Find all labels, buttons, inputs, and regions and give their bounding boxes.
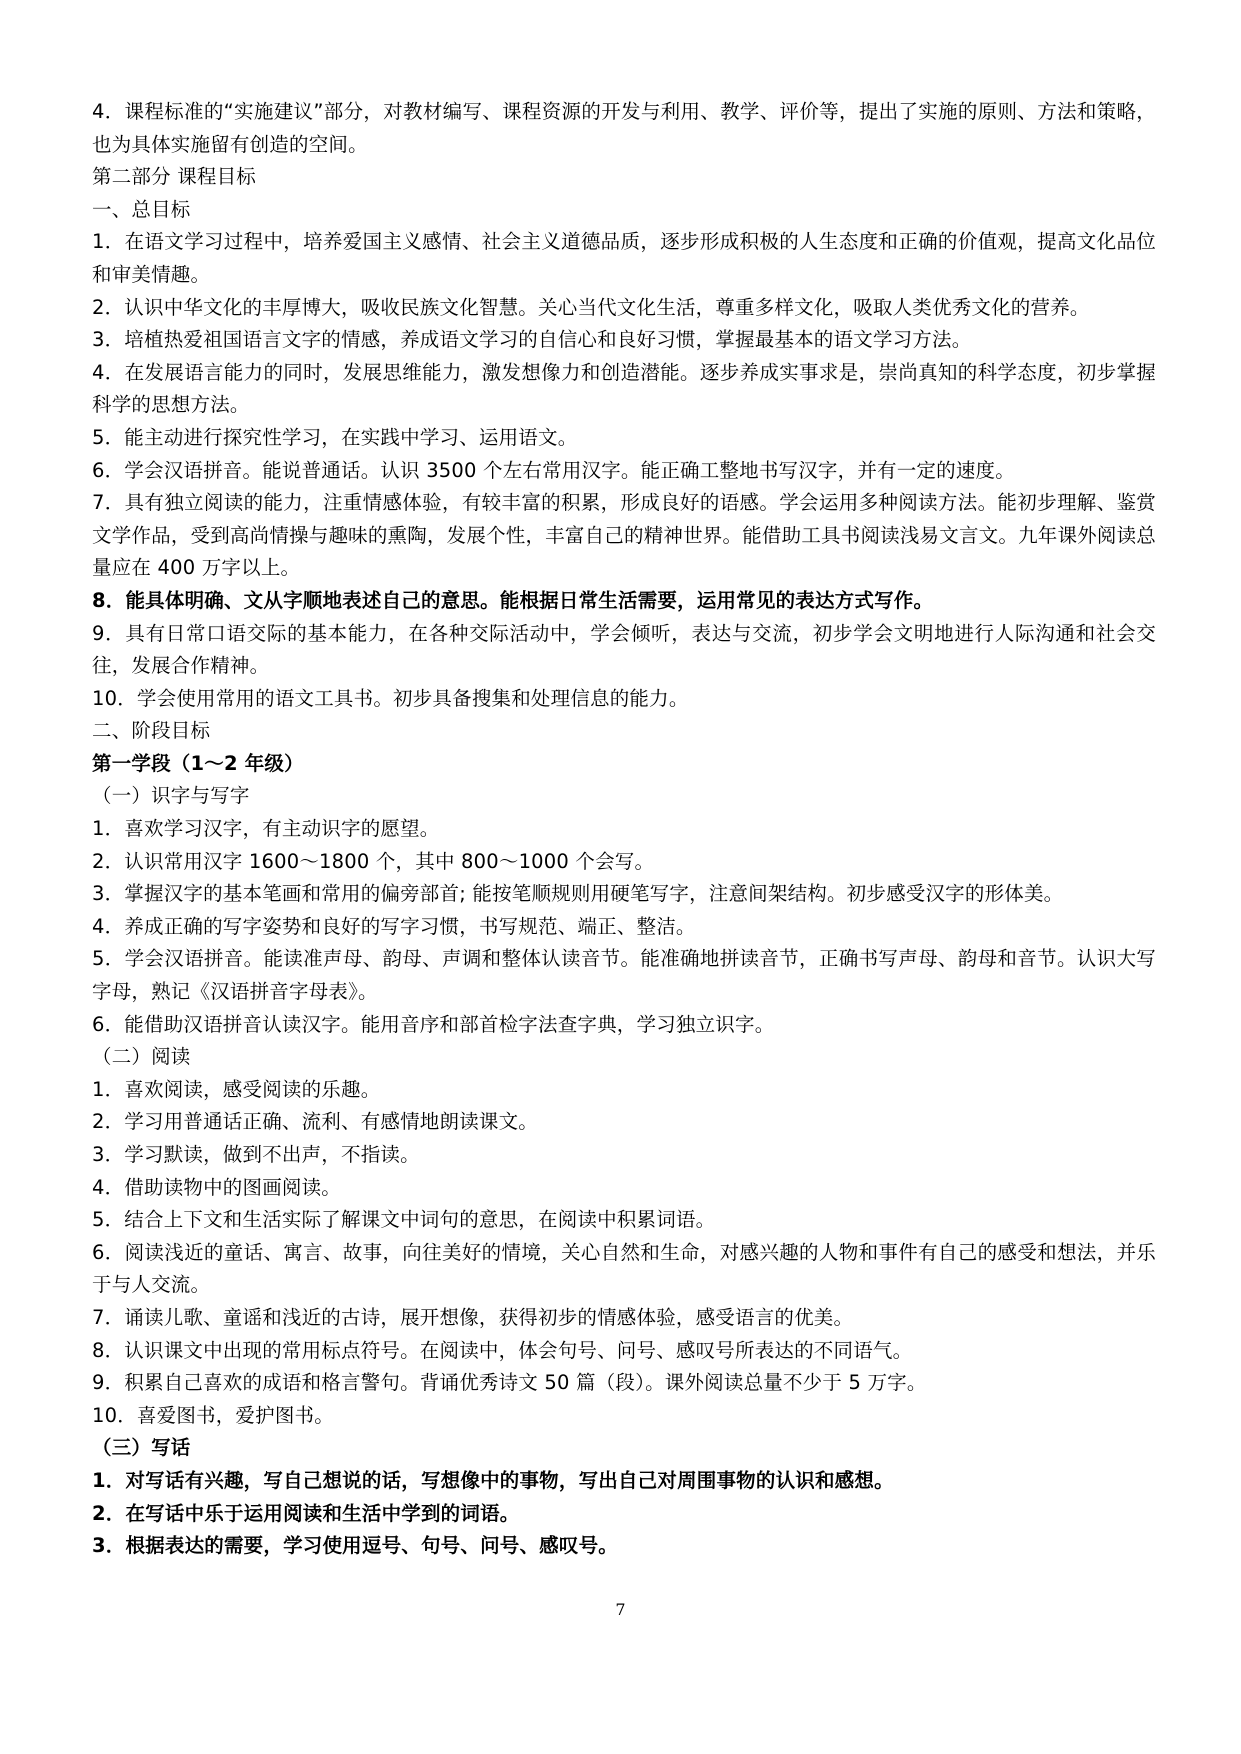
list-item: 8．认识课文中出现的常用标点符号。在阅读中，体会句号、问号、感叹号所表达的不同语气。 [92,1338,913,1362]
list-item: 6．能借助汉语拼音认读汉字。能用音序和部首检字法查字典，学习独立识字。 [92,1012,775,1036]
list-item: 4．养成正确的写字姿势和良好的写字习惯，书写规范、端正、整洁。 [92,914,696,938]
list-item: 10．喜爱图书，爱护图书。 [92,1403,334,1427]
list-item: 2．认识常用汉字 1600～1800 个，其中 800～1000 个会写。 [92,849,655,873]
list-item-bold: 8．能具体明确、文从字顺地表述自己的意思。能根据日常生活需要，运用常见的表达方式写作。 [92,588,934,612]
list-item: 5．结合上下文和生活实际了解课文中词句的意思，在阅读中积累词语。 [92,1208,716,1232]
list-item: 1．在语文学习过程中，培养爱国主义感情、社会主义道德品质，逐步形成积极的人生态度和正确的价值观，提高文化品位和审美情趣。 [92,230,1156,286]
list-item: 4．在发展语言能力的同时，发展思维能力，激发想像力和创造潜能。逐步养成实事求是，崇尚真知的科学态度，初步掌握科学的思想方法。 [92,360,1156,417]
list-item: 5．能主动进行探究性学习，在实践中学习、运用语文。 [92,425,578,449]
list-item: 10．学会使用常用的语文工具书。初步具备搜集和处理信息的能力。 [92,686,689,710]
subsection-heading: （一）识字与写字 [92,784,250,808]
list-item: 3．学习默读，做到不出声，不指读。 [92,1143,420,1166]
list-item: 6．学会汉语拼音。能说普通话。认识 3500 个左右常用汉字。能正确工整地书写汉字，并有一定的速度。 [92,458,1015,482]
list-item: 3．培植热爱祖国语言文字的情感，养成语文学习的自信心和良好习惯，掌握最基本的语文学习方法。 [92,328,972,352]
part-heading: 第二部分 课程目标 [92,165,256,189]
list-item-bold: 1．对写话有兴趣，写自己想说的话，写想像中的事物，写出自己对周围事物的认识和感想。 [92,1468,894,1492]
list-item: 1．喜欢学习汉字，有主动识字的愿望。 [92,817,440,841]
list-item-bold: 2．在写话中乐于运用阅读和生活中学到的词语。 [92,1501,520,1525]
page-number: 7 [615,1600,626,1619]
paragraph: 4．课程标准的“实施建议”部分，对教材编写、课程资源的开发与利用、教学、评价等，提出了实施的原则、方法和策略，也为具体实施留有创造的空间。 [92,100,1156,156]
list-item: 9．积累自己喜欢的成语和格言警句。背诵优秀诗文 50 篇（段）。课外阅读总量不少于 5 万字。 [92,1371,927,1395]
list-item: 4．借助读物中的图画阅读。 [92,1175,342,1199]
list-item: 3．掌握汉字的基本笔画和常用的偏旁部首; 能按笔顺规则用硬笔写字，注意间架结构。初步感受汉字的形体美。 [92,882,1064,906]
list-item-bold: 3．根据表达的需要，学习使用逗号、句号、问号、感叹号。 [92,1534,618,1558]
stage-heading: 第一学段（1～2 年级） [92,751,304,775]
list-item: 2．学习用普通话正确、流利、有感情地朗读课文。 [92,1110,539,1134]
section-heading: 二、阶段目标 [92,719,211,743]
list-item: 7．具有独立阅读的能力，注重情感体验，有较丰富的积累，形成良好的语感。学会运用多种阅读方法。能初步理解、鉴赏文学作品，受到高尚情操与趣味的熏陶，发展个性，丰富自己的精神世界。能借助工具书阅读浅易文言文。九年课外阅读总量应在 400 万字以上。 [92,491,1156,580]
subsection-heading-bold: （三）写话 [92,1436,191,1460]
list-item: 5．学会汉语拼音。能读准声母、韵母、声调和整体认读音节。能准确地拼读音节，正确书写声母、韵母和音节。认识大写字母，熟记《汉语拼音字母表》。 [92,947,1156,1004]
list-item: 2．认识中华文化的丰厚博大，吸收民族文化智慧。关心当代文化生活，尊重多样文化，吸取人类优秀文化的营养。 [92,295,1090,319]
document-body [92,96,1156,1563]
list-item: 7．诵读儿歌、童谣和浅近的古诗，展开想像，获得初步的情感体验，感受语言的优美。 [92,1305,854,1329]
section-heading: 一、总目标 [92,197,191,221]
list-item: 6．阅读浅近的童话、寓言、故事，向往美好的情境，关心自然和生命，对感兴趣的人物和事件有自己的感受和想法，并乐于与人交流。 [92,1240,1156,1297]
list-item: 9．具有日常口语交际的基本能力，在各种交际活动中，学会倾听，表达与交流，初步学会文明地进行人际沟通和社会交往，发展合作精神。 [92,621,1156,678]
subsection-heading: （二）阅读 [92,1045,191,1069]
list-item: 1．喜欢阅读，感受阅读的乐趣。 [92,1077,381,1101]
